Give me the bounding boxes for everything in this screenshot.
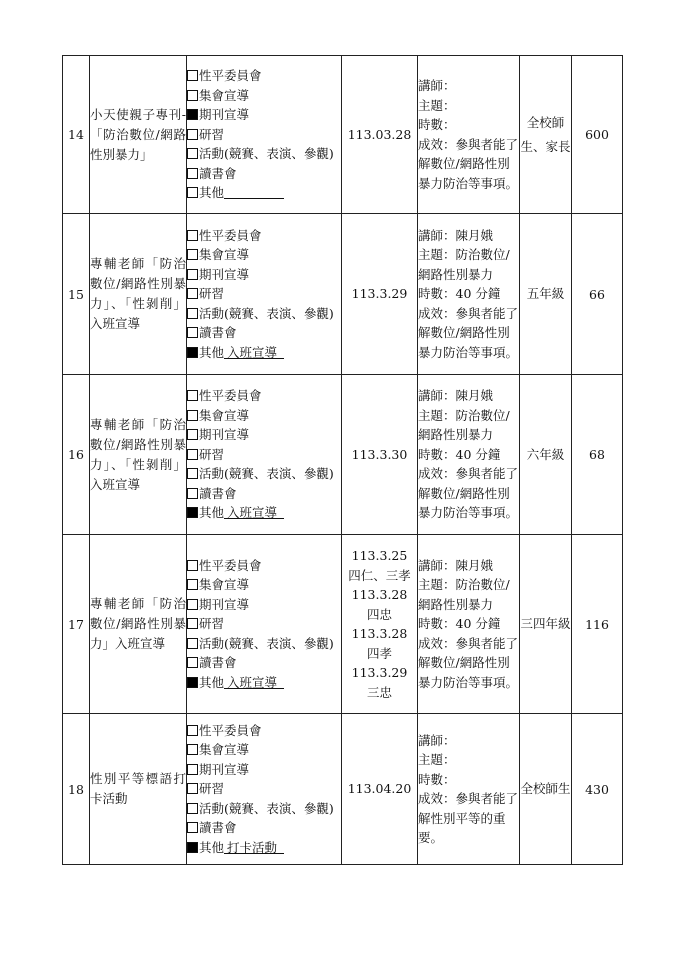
activity-type-option bbox=[187, 779, 341, 799]
lecturer-text: 講師： bbox=[418, 732, 456, 748]
activity-type-label: 研習 bbox=[199, 286, 225, 302]
activity-date: 113.3.29 bbox=[351, 665, 408, 680]
date-cell bbox=[342, 714, 418, 865]
activity-type-option bbox=[187, 164, 341, 184]
checked-box-icon bbox=[187, 507, 198, 518]
activity-title-cell bbox=[90, 56, 187, 214]
activity-type-option bbox=[187, 226, 341, 246]
effect-text: 成效：參與者能了解數位/網路性別暴力防治等事項。 bbox=[418, 635, 519, 690]
activity-type-cell bbox=[187, 214, 342, 375]
activity-type-label: 研習 bbox=[199, 781, 225, 797]
effect-text: 成效：參與者能了解數位/網路性別暴力防治等事項。 bbox=[418, 136, 519, 191]
count-cell bbox=[572, 714, 623, 865]
participant-count: 68 bbox=[589, 447, 605, 462]
activity-date: 113.3.28 bbox=[351, 587, 408, 602]
date-cell bbox=[342, 535, 418, 714]
row-number: 17 bbox=[68, 616, 84, 632]
activity-type-option bbox=[187, 284, 341, 304]
table-row bbox=[63, 214, 623, 375]
activity-date: 三忠 bbox=[366, 684, 392, 700]
activity-type-cell bbox=[187, 56, 342, 214]
activity-type-option bbox=[187, 818, 341, 838]
count-cell bbox=[572, 56, 623, 214]
activity-date: 四仁、三孝 bbox=[348, 567, 411, 583]
activity-type-option bbox=[187, 304, 341, 324]
audience: 全校師生、家長 bbox=[520, 114, 571, 154]
empty-box-icon bbox=[187, 803, 198, 814]
activity-type-cell bbox=[187, 375, 342, 535]
activity-type-cell bbox=[187, 535, 342, 714]
empty-box-icon bbox=[187, 638, 198, 649]
hours-text: 時數： bbox=[418, 771, 456, 787]
hours-text: 時數：40 分鐘 bbox=[418, 286, 501, 302]
activity-type-option bbox=[187, 445, 341, 465]
activity-type-option bbox=[187, 343, 341, 363]
activity-title-cell bbox=[90, 214, 187, 375]
activity-type-label: 期刊宣導 bbox=[199, 596, 250, 612]
empty-box-icon bbox=[187, 579, 198, 590]
topic-text: 主題：防治數位/網路性別暴力 bbox=[418, 407, 510, 443]
hours-text: 時數： bbox=[418, 117, 456, 132]
activity-type-label: 其他 bbox=[199, 344, 225, 360]
activity-type-label: 性平委員會 bbox=[199, 388, 262, 404]
activity-title-cell bbox=[90, 714, 187, 865]
hours-text: 時數：40 分鐘 bbox=[418, 616, 501, 632]
empty-box-icon bbox=[187, 468, 198, 479]
activity-type-option bbox=[187, 634, 341, 654]
activity-type-option bbox=[187, 245, 341, 265]
activity-type-option bbox=[187, 386, 341, 406]
activity-type-label: 研習 bbox=[199, 126, 225, 142]
detail-cell bbox=[418, 214, 520, 375]
activity-type-label: 集會宣導 bbox=[199, 577, 250, 593]
audience-cell bbox=[520, 535, 572, 714]
table-row bbox=[63, 535, 623, 714]
activity-type-label: 集會宣導 bbox=[199, 247, 250, 263]
activity-type-option bbox=[187, 484, 341, 504]
empty-box-icon bbox=[187, 560, 198, 571]
activity-type-label: 期刊宣導 bbox=[199, 427, 250, 443]
activity-type-label: 期刊宣導 bbox=[199, 761, 250, 777]
activity-type-option bbox=[187, 183, 341, 203]
row-number: 15 bbox=[68, 286, 84, 302]
activity-type-label: 其他 bbox=[199, 839, 225, 855]
other-detail bbox=[224, 183, 284, 199]
audience-cell bbox=[520, 714, 572, 865]
activity-type-option bbox=[187, 425, 341, 445]
activity-type-label: 讀書會 bbox=[199, 325, 237, 341]
activity-type-label: 讀書會 bbox=[199, 820, 237, 836]
other-detail: 入班宣導 bbox=[224, 673, 284, 689]
effect-text: 成效：參與者能了解數位/網路性別暴力防治等事項。 bbox=[418, 466, 519, 521]
audience: 五年級 bbox=[526, 286, 565, 301]
count-cell bbox=[572, 375, 623, 535]
activity-type-option bbox=[187, 105, 341, 125]
date-cell bbox=[342, 56, 418, 214]
participant-count: 600 bbox=[585, 127, 609, 142]
activity-type-option bbox=[187, 799, 341, 819]
row-number: 14 bbox=[68, 127, 84, 142]
activity-type-label: 其他 bbox=[199, 674, 225, 690]
topic-text: 主題： bbox=[418, 752, 456, 767]
activity-type-label: 性平委員會 bbox=[199, 227, 262, 243]
activity-type-label: 集會宣導 bbox=[199, 742, 250, 758]
activity-type-option bbox=[187, 614, 341, 634]
row-number-cell bbox=[63, 535, 90, 714]
empty-box-icon bbox=[187, 390, 198, 401]
other-detail: 打卡活動 bbox=[224, 838, 284, 854]
activity-type-option bbox=[187, 464, 341, 484]
activity-type-label: 期刊宣導 bbox=[199, 107, 250, 123]
empty-box-icon bbox=[187, 168, 198, 179]
activity-title: 專輔老師「防治數位/網路性別暴力」入班宣導 bbox=[90, 596, 186, 651]
topic-text: 主題：防治數位/網路性別暴力 bbox=[418, 577, 510, 612]
other-detail: 入班宣導 bbox=[224, 503, 284, 519]
detail-cell bbox=[418, 56, 520, 214]
row-number: 18 bbox=[68, 781, 84, 797]
hours-text: 時數：40 分鐘 bbox=[418, 446, 501, 462]
row-number-cell bbox=[63, 714, 90, 865]
detail-cell bbox=[418, 535, 520, 714]
row-number-cell bbox=[63, 214, 90, 375]
checked-box-icon bbox=[187, 677, 198, 688]
audience-cell bbox=[520, 375, 572, 535]
activity-date: 113.3.30 bbox=[351, 446, 408, 462]
empty-box-icon bbox=[187, 90, 198, 101]
activity-type-option bbox=[187, 575, 341, 595]
row-number-cell bbox=[63, 375, 90, 535]
empty-box-icon bbox=[187, 657, 198, 668]
activity-table bbox=[62, 55, 623, 865]
empty-box-icon bbox=[187, 725, 198, 736]
topic-text: 主題：防治數位/網路性別暴力 bbox=[418, 247, 510, 282]
table-row bbox=[63, 375, 623, 535]
activity-type-option bbox=[187, 406, 341, 426]
topic-text: 主題： bbox=[418, 97, 456, 113]
activity-title: 性別平等標語打卡活動 bbox=[90, 771, 186, 806]
empty-box-icon bbox=[187, 599, 198, 610]
empty-box-icon bbox=[187, 288, 198, 299]
activity-type-label: 讀書會 bbox=[199, 485, 237, 501]
activity-type-cell bbox=[187, 714, 342, 865]
activity-type-option bbox=[187, 66, 341, 86]
activity-type-label: 其他 bbox=[199, 505, 225, 521]
detail-cell bbox=[418, 714, 520, 865]
activity-type-option bbox=[187, 740, 341, 760]
activity-date: 四孝 bbox=[366, 645, 392, 661]
empty-box-icon bbox=[187, 129, 198, 140]
activity-type-label: 研習 bbox=[199, 616, 225, 632]
empty-box-icon bbox=[187, 269, 198, 280]
activity-type-label: 性平委員會 bbox=[199, 722, 262, 738]
empty-box-icon bbox=[187, 744, 198, 755]
activity-type-label: 活動(競賽、表演、參觀) bbox=[199, 635, 334, 651]
audience-cell bbox=[520, 56, 572, 214]
activity-type-label: 期刊宣導 bbox=[199, 266, 250, 282]
activity-title-cell bbox=[90, 535, 187, 714]
activity-title-cell bbox=[90, 375, 187, 535]
lecturer-text: 講師：陳月娥 bbox=[418, 557, 494, 573]
activity-title: 專輔老師「防治數位/網路性別暴力」、「性剝削」入班宣導 bbox=[90, 416, 186, 492]
activity-type-option bbox=[187, 653, 341, 673]
activity-type-label: 研習 bbox=[199, 446, 225, 462]
activity-type-label: 讀書會 bbox=[199, 165, 237, 181]
activity-type-option bbox=[187, 595, 341, 615]
effect-text: 成效：參與者能了解數位/網路性別暴力防治等事項。 bbox=[418, 305, 519, 360]
table-row bbox=[63, 714, 623, 865]
participant-count: 116 bbox=[585, 616, 609, 632]
lecturer-text: 講師：陳月娥 bbox=[418, 388, 494, 404]
count-cell bbox=[572, 535, 623, 714]
empty-box-icon bbox=[187, 148, 198, 159]
activity-type-label: 活動(競賽、表演、參觀) bbox=[199, 800, 334, 816]
audience: 三四年級 bbox=[520, 616, 571, 631]
date-cell bbox=[342, 375, 418, 535]
activity-title: 專輔老師「防治數位/網路性別暴力」、「性剝削」入班宣導 bbox=[90, 256, 186, 331]
checked-box-icon bbox=[187, 842, 198, 853]
effect-text: 成效：參與者能了解性別平等的重要。 bbox=[418, 791, 519, 845]
row-number: 16 bbox=[68, 447, 84, 462]
activity-type-option bbox=[187, 673, 341, 693]
activity-date: 113.04.20 bbox=[347, 781, 412, 797]
empty-box-icon bbox=[187, 187, 198, 198]
activity-type-label: 活動(競賽、表演、參觀) bbox=[199, 305, 334, 321]
empty-box-icon bbox=[187, 410, 198, 421]
activity-type-label: 其他 bbox=[199, 185, 225, 201]
row-number-cell bbox=[63, 56, 90, 214]
other-detail: 入班宣導 bbox=[224, 343, 284, 359]
activity-type-option bbox=[187, 721, 341, 741]
activity-type-label: 性平委員會 bbox=[199, 557, 262, 573]
activity-type-label: 讀書會 bbox=[199, 655, 237, 671]
activity-type-option bbox=[187, 503, 341, 523]
audience: 六年級 bbox=[526, 446, 565, 462]
activity-date: 113.03.28 bbox=[347, 126, 412, 142]
empty-box-icon bbox=[187, 249, 198, 260]
participant-count: 66 bbox=[589, 286, 605, 302]
empty-box-icon bbox=[187, 429, 198, 440]
activity-date: 113.3.29 bbox=[351, 286, 408, 302]
empty-box-icon bbox=[187, 449, 198, 460]
empty-box-icon bbox=[187, 70, 198, 81]
activity-date: 113.3.28 bbox=[351, 626, 408, 641]
empty-box-icon bbox=[187, 618, 198, 629]
table-row bbox=[63, 56, 623, 214]
empty-box-icon bbox=[187, 327, 198, 338]
activity-type-option bbox=[187, 265, 341, 285]
activity-title: 小天使親子專刊-「防治數位/網路性別暴力」 bbox=[90, 106, 186, 162]
activity-type-label: 性平委員會 bbox=[199, 68, 262, 84]
activity-type-option bbox=[187, 760, 341, 780]
activity-type-option bbox=[187, 144, 341, 164]
lecturer-text: 講師：陳月娥 bbox=[418, 227, 494, 243]
count-cell bbox=[572, 214, 623, 375]
empty-box-icon bbox=[187, 308, 198, 319]
date-cell bbox=[342, 214, 418, 375]
activity-type-label: 集會宣導 bbox=[199, 87, 250, 103]
empty-box-icon bbox=[187, 230, 198, 241]
activity-date: 四忠 bbox=[366, 606, 392, 622]
audience-cell bbox=[520, 214, 572, 375]
activity-type-label: 活動(競賽、表演、參觀) bbox=[199, 466, 334, 482]
activity-type-label: 集會宣導 bbox=[199, 407, 250, 423]
participant-count: 430 bbox=[585, 781, 609, 797]
activity-type-label: 活動(競賽、表演、參觀) bbox=[199, 146, 334, 162]
audience: 全校師生 bbox=[520, 781, 571, 796]
empty-box-icon bbox=[187, 488, 198, 499]
checked-box-icon bbox=[187, 347, 198, 358]
lecturer-text: 講師： bbox=[418, 78, 456, 93]
activity-type-option bbox=[187, 323, 341, 343]
activity-type-option bbox=[187, 125, 341, 145]
empty-box-icon bbox=[187, 783, 198, 794]
detail-cell bbox=[418, 375, 520, 535]
activity-type-option bbox=[187, 838, 341, 858]
checked-box-icon bbox=[187, 109, 198, 120]
activity-type-option bbox=[187, 556, 341, 576]
empty-box-icon bbox=[187, 764, 198, 775]
empty-box-icon bbox=[187, 822, 198, 833]
activity-date: 113.3.25 bbox=[351, 548, 408, 563]
activity-type-option bbox=[187, 86, 341, 106]
